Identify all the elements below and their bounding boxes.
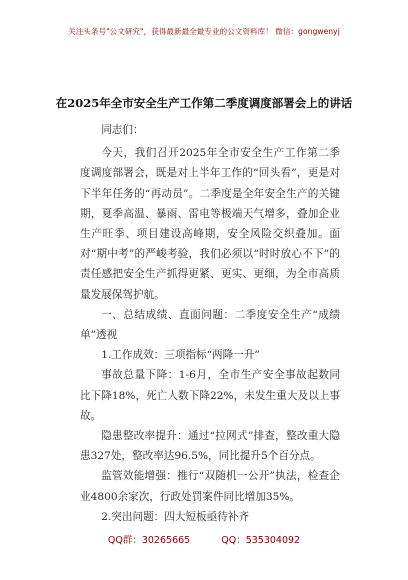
paragraph-accident: 事故总量下降：1-6月，全市生产安全事故起数同比下降18%，死亡人数下降22%，未发生重大及以上事故。 xyxy=(80,369,340,422)
subsection-heading: 2.突出问题：四大短板亟待补齐 xyxy=(101,510,250,523)
subsection-heading: 1.工作成效：三项指标“两降一升” xyxy=(101,349,260,362)
footer-qq: QQ：535304092 xyxy=(221,535,301,546)
footer xyxy=(0,532,408,546)
paragraph-intro: 今天，我们召开2025年全市安全生产工作第二季度调度部署会，既是对上半年工作的“回头看”，更是对下半年任务的“再动员”。二季度是全年安全生产的关键期，夏季高温、暴雨、雷电等极端天气增多，叠加企业生产旺季、项目建设高峰期，安全风险交织叠加。面对“期中考”的严峻考验，我们必须以“时时放心不下”的责任感把安全生产抓得更紧、更实、更细，为全市高质量发展保驾护航。 xyxy=(80,147,340,301)
document-body xyxy=(80,120,340,527)
document-title: 在2025年全市安全生产工作第二季度调度部署会上的讲话 xyxy=(55,96,353,110)
section-heading: 一、总结成绩、直面问题：二季度安全生产“成绩单”透视 xyxy=(80,308,340,342)
paragraph-hazard: 隐患整改率提升：通过“拉网式”排查，整改重大隐患327处，整改率达96.5%，同比提升5个百分点。 xyxy=(80,430,340,463)
header-note: 关注头条号"公文研究"，获得最新最全最专业的公文资料库！ 微信：gongwenyj xyxy=(68,27,340,36)
salutation: 同志们： xyxy=(101,124,144,136)
footer-qq-group: QQ群：30265665 xyxy=(107,535,191,546)
paragraph-supervision: 监管效能增强：推行“双随机一公开”执法，检查企业4800余家次，行政处罚案件同比增加35%。 xyxy=(80,470,340,503)
